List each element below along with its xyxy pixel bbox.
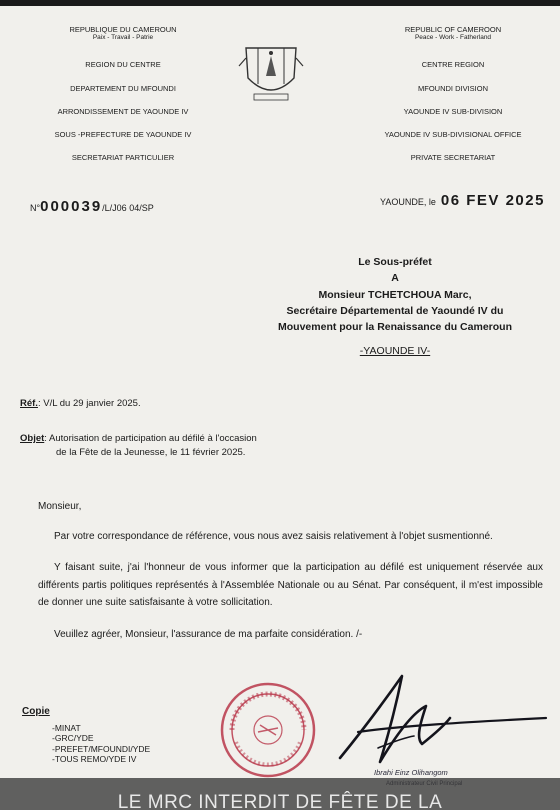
reference-suffix: /L/J06 04/SP (102, 203, 154, 213)
addressee-role: Secrétaire Départemental de Yaoundé IV du (286, 304, 504, 317)
header-left (28, 26, 218, 178)
date-prefix: YAOUNDE, le (380, 197, 436, 207)
copy-item: -PREFET/MFOUNDI/YDE (52, 743, 151, 754)
date-value: 06 FEV 2025 (440, 192, 545, 209)
reference-number (30, 198, 154, 215)
country-fr: REPUBLIQUE DU CAMEROUN (69, 25, 177, 34)
header-right-line: MFOUNDI DIVISION (417, 83, 488, 93)
header-right-line: CENTRE REGION (421, 60, 485, 70)
addressee-name: Monsieur TCHETCHOUA Marc, (318, 288, 472, 301)
header-left-line: SOUS -PREFECTURE DE YAOUNDE IV (54, 130, 192, 140)
header-left-line: ARRONDISSEMENT DE YAOUNDE IV (57, 106, 189, 116)
paragraph-3: Veuillez agréer, Monsieur, l'assurance de ma parfaite considération. /- (54, 628, 363, 640)
motto-en: Peace - Work - Fatherland (414, 34, 492, 42)
overlay-caption: LE MRC INTERDIT DE FÊTE DE LA (0, 778, 560, 810)
paragraph-2: Y faisant suite, j'ai l'honneur de vous informer que la participation au défilé est uniquement réservée aux différents partis politiques représentés à l'Assemblée Nationale ou au Sénat. Par conséquent, il m'est impossible de donner une suite satisfaisante à votre sollicitation. (38, 562, 543, 608)
subject-block (20, 432, 350, 460)
top-border (0, 0, 560, 6)
addressee-block (250, 254, 540, 360)
signatory-name: Ibrahi Einz Olihangom (374, 768, 448, 777)
country-en: REPUBLIC OF CAMEROON (404, 25, 502, 34)
ref-line (20, 398, 141, 409)
copy-item: -TOUS REMO/YDE IV (52, 754, 137, 765)
greeting: Monsieur, (38, 501, 82, 512)
header-left-line: SECRETARIAT PARTICULIER (71, 153, 175, 163)
signature-icon (318, 666, 548, 776)
header-left-line: REGION DU CENTRE (85, 60, 161, 70)
motto-fr: Paix - Travail - Patrie (92, 34, 154, 42)
header-right (358, 26, 548, 178)
official-stamp-icon (218, 680, 318, 780)
subject-label: Objet (20, 433, 45, 444)
header-right-line: YAOUNDE IV SUB-DIVISIONAL OFFICE (384, 130, 522, 140)
addressee-a: A (391, 272, 399, 285)
reference-digits: 000039 (40, 198, 103, 215)
addressee-city: -YAOUNDE IV- (359, 345, 431, 358)
reference-prefix: N° (30, 203, 41, 213)
addressee-party: Mouvement pour la Renaissance du Cameroun (278, 321, 512, 334)
letter-body (38, 498, 543, 657)
ref-text: : V/L du 29 janvier 2025. (37, 398, 141, 409)
copy-list (22, 706, 150, 765)
ref-label: Réf. (20, 398, 38, 409)
letter-date (380, 192, 545, 209)
subject-line-2: de la Fête de la Jeunesse, le 11 février 2025. (56, 446, 246, 458)
copy-item: -GRC/YDE (52, 733, 94, 744)
copy-label: Copie (22, 706, 50, 717)
coat-of-arms-icon (236, 36, 306, 106)
subject-line-1: : Autorisation de participation au défilé à l'occasion (44, 433, 257, 444)
header-right-line: YAOUNDE IV SUB-DIVISION (403, 106, 503, 116)
paragraph-1: Par votre correspondance de référence, vous nous avez saisis relativement à l'objet susmentionné. (54, 530, 493, 542)
header-left-line: DEPARTEMENT DU MFOUNDI (70, 83, 176, 93)
sender-title: Le Sous-préfet (358, 256, 432, 268)
header-right-line: PRIVATE SECRETARIAT (410, 153, 496, 163)
copy-item: -MINAT (52, 722, 81, 733)
